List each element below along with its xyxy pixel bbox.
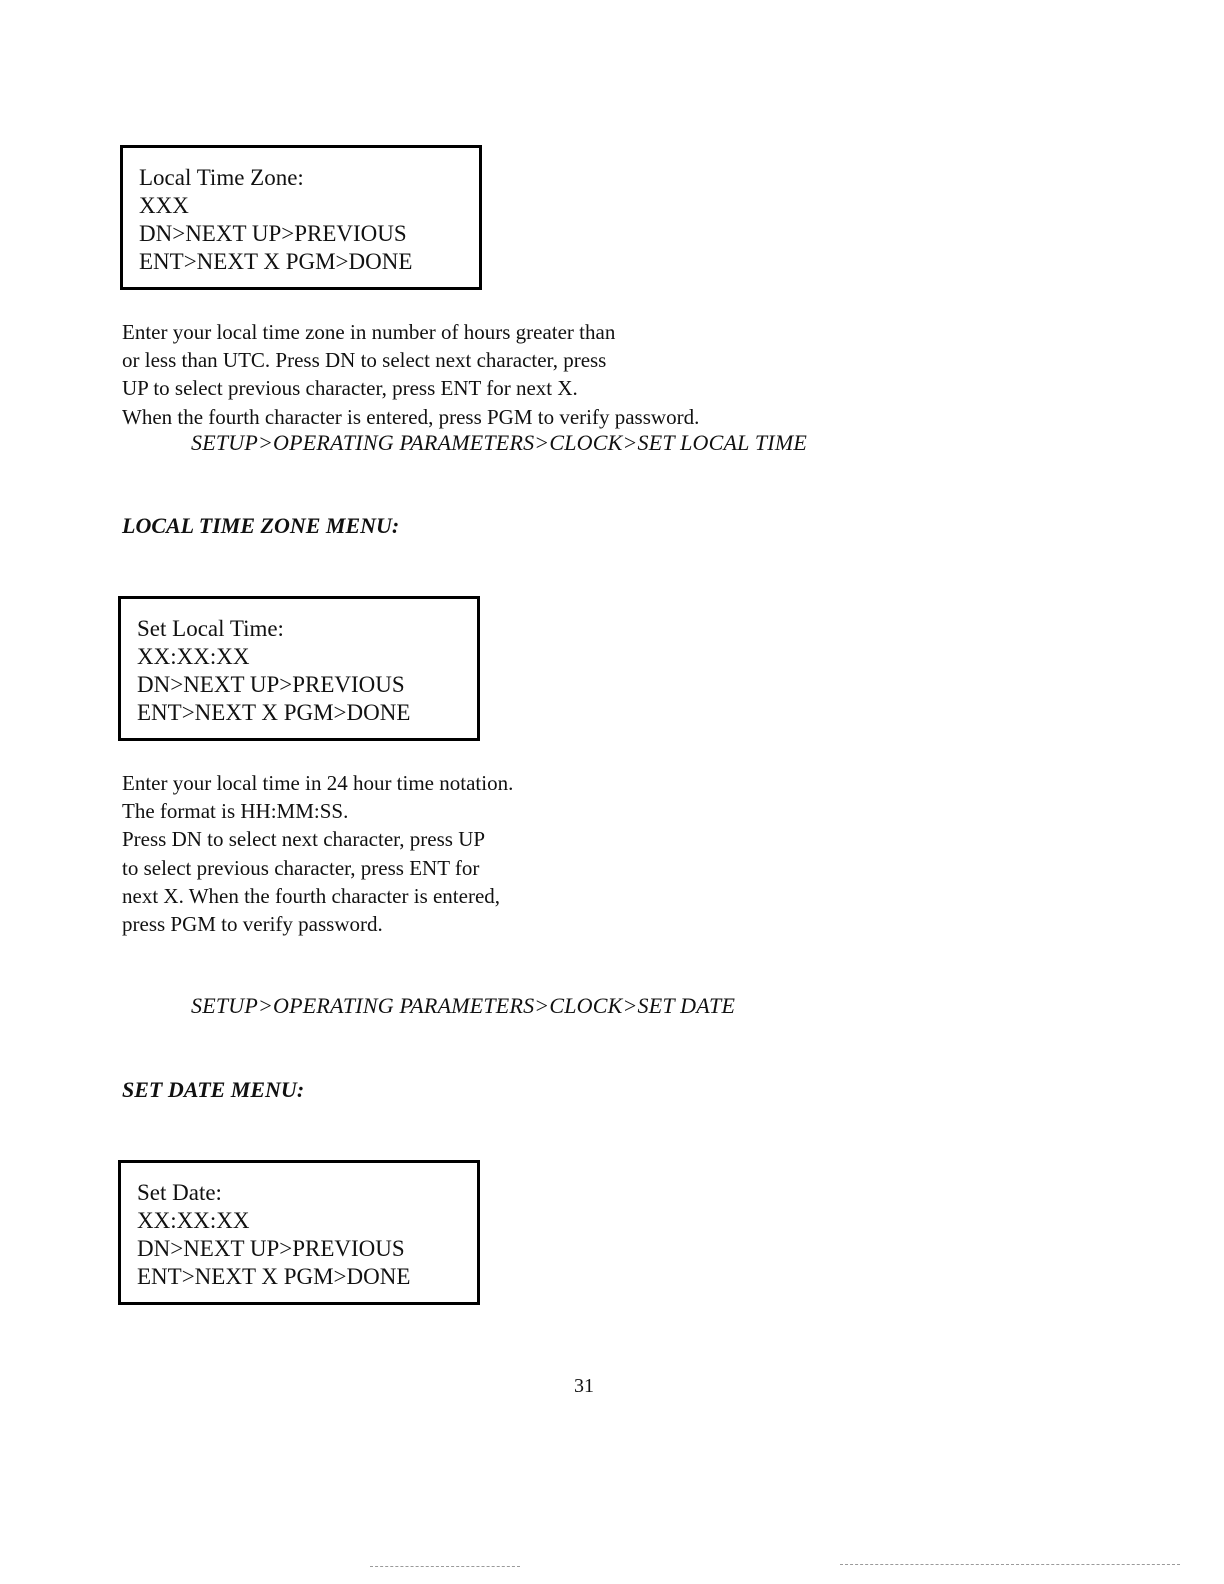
set-date-display-box [118,1160,480,1305]
instruction-line: Enter your local time zone in number of hours greater than [122,320,616,344]
display-line: Local Time Zone: [139,165,304,190]
time-zone-instructions [122,318,699,431]
instruction-line: press PGM to verify password. [122,912,383,937]
scan-artifact [840,1564,1180,1565]
instruction-line: When the fourth character is entered, press PGM to verify password. [122,404,700,429]
instruction-line: to select previous character, press ENT for [122,855,480,880]
display-line: XX:XX:XX [137,644,250,669]
page-number: 31 [574,1375,594,1397]
instruction-line: or less than UTC. Press DN to select next character, press [122,348,607,373]
instruction-line: Press DN to select next character, press UP [122,827,486,852]
local-time-display-box [118,596,480,741]
display-line: XXX [139,193,189,218]
section-heading-set-date: SET DATE MENU: [122,1077,305,1102]
display-line: ENT>NEXT X PGM>DONE [137,1264,411,1289]
display-line: XX:XX:XX [137,1208,250,1233]
display-line: ENT>NEXT X PGM>DONE [139,249,413,274]
local-time-instructions [122,769,513,938]
time-zone-display-box [120,145,482,290]
display-line: DN>NEXT UP>PREVIOUS [139,221,407,246]
instruction-line: UP to select previous character, press ENT for next X. [122,376,578,401]
display-line: Set Date: [137,1180,222,1205]
instruction-line: next X. When the fourth character is entered, [122,883,501,908]
display-line: Set Local Time: [137,616,284,641]
menu-path-set-date: SETUP>OPERATING PARAMETERS>CLOCK>SET DATE [191,993,736,1018]
menu-path-local-time: SETUP>OPERATING PARAMETERS>CLOCK>SET LOCAL TIME [191,430,808,455]
display-line: ENT>NEXT X PGM>DONE [137,700,411,725]
display-line: DN>NEXT UP>PREVIOUS [137,672,405,697]
section-heading-local-time-zone: LOCAL TIME ZONE MENU: [122,513,400,538]
instruction-line: Enter your local time in 24 hour time notation. [122,771,514,795]
display-line: DN>NEXT UP>PREVIOUS [137,1236,405,1261]
instruction-line: The format is HH:MM:SS. [122,799,349,824]
scan-artifact [370,1566,520,1567]
